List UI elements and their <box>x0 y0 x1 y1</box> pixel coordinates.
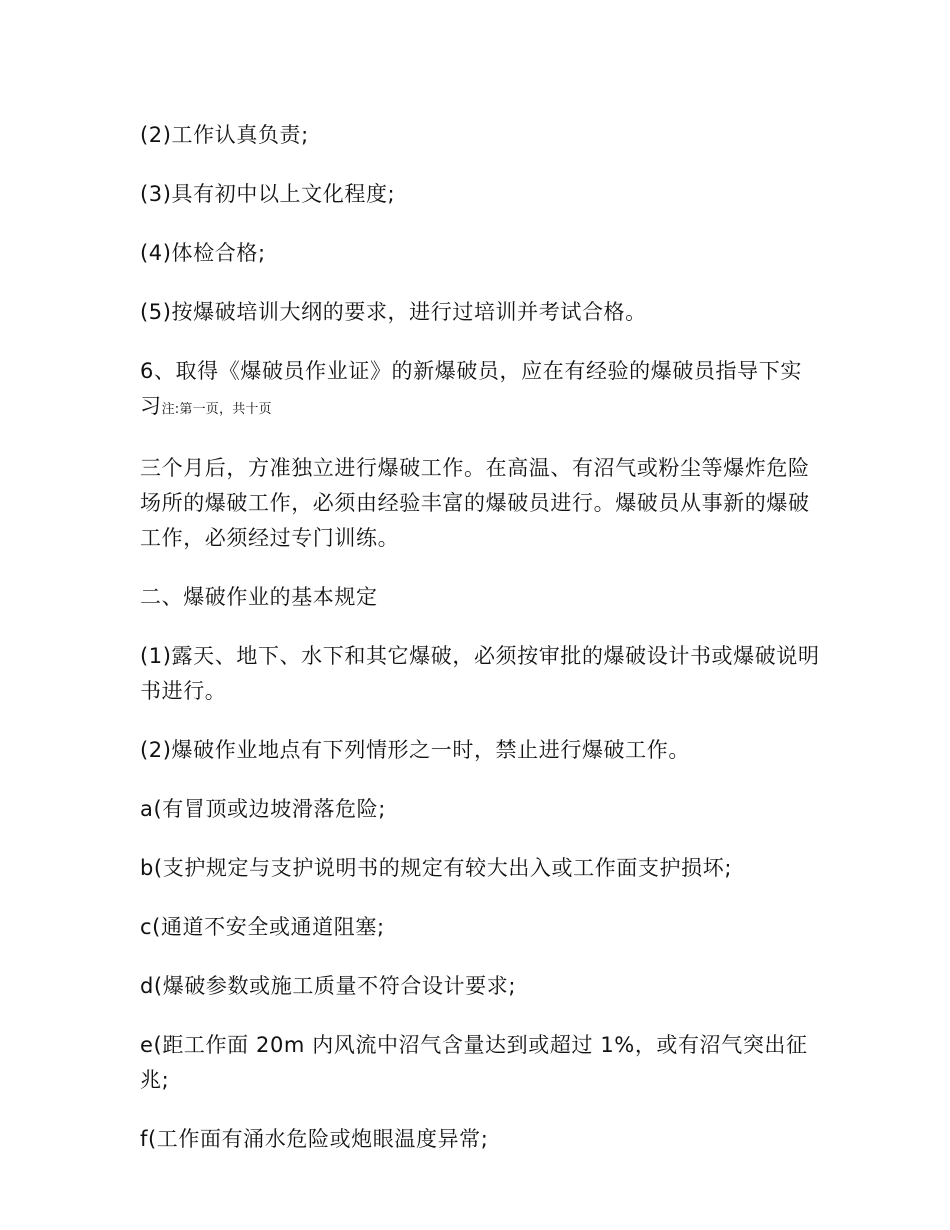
paragraph-internship: 三个月后，方准独立进行爆破工作。在高温、有沼气或粉尘等爆炸危险场所的爆破工作，必须由经验丰富的爆破员进行。爆破员从事新的爆破工作，必须经过专门训练。 <box>140 456 810 550</box>
section-heading: 二、爆破作业的基本规定 <box>140 585 378 609</box>
paragraph-rule-2: (2)爆破作业地点有下列情形之一时，禁止进行爆破工作。 <box>140 738 690 762</box>
list-item-e: e(距工作面 20m 内风流中沼气含量达到或超过 1%，或有沼气突出征兆; <box>140 1033 808 1092</box>
paragraph-requirement-3: (3)具有初中以上文化程度; <box>140 182 396 206</box>
list-item-c: c(通道不安全或通道阻塞; <box>140 915 385 939</box>
document-body <box>140 118 820 1181</box>
list-item-a: a(有冒顶或边坡滑落危险; <box>140 797 386 821</box>
paragraph-requirement-5: (5)按爆破培训大纲的要求，进行过培训并考试合格。 <box>140 300 647 324</box>
list-item-d: d(爆破参数或施工质量不符合设计要求; <box>140 974 516 998</box>
paragraph-item-6 <box>140 354 820 427</box>
list-item-b: b(支护规定与支护说明书的规定有较大出入或工作面支护损坏; <box>140 856 732 880</box>
paragraph-rule-1: (1)露天、地下、水下和其它爆破，必须按审批的爆破设计书或爆破说明书进行。 <box>140 644 820 703</box>
paragraph-item-6-text: 6、取得《爆破员作业证》的新爆破员，应在有经验的爆破员指导下实习 <box>140 359 802 418</box>
page-note: 注:第一页，共十页 <box>161 402 272 417</box>
paragraph-requirement-2: (2)工作认真负责; <box>140 123 309 147</box>
paragraph-requirement-4: (4)体检合格; <box>140 241 266 265</box>
list-item-f: f(工作面有涌水危险或炮眼温度异常; <box>140 1127 489 1151</box>
